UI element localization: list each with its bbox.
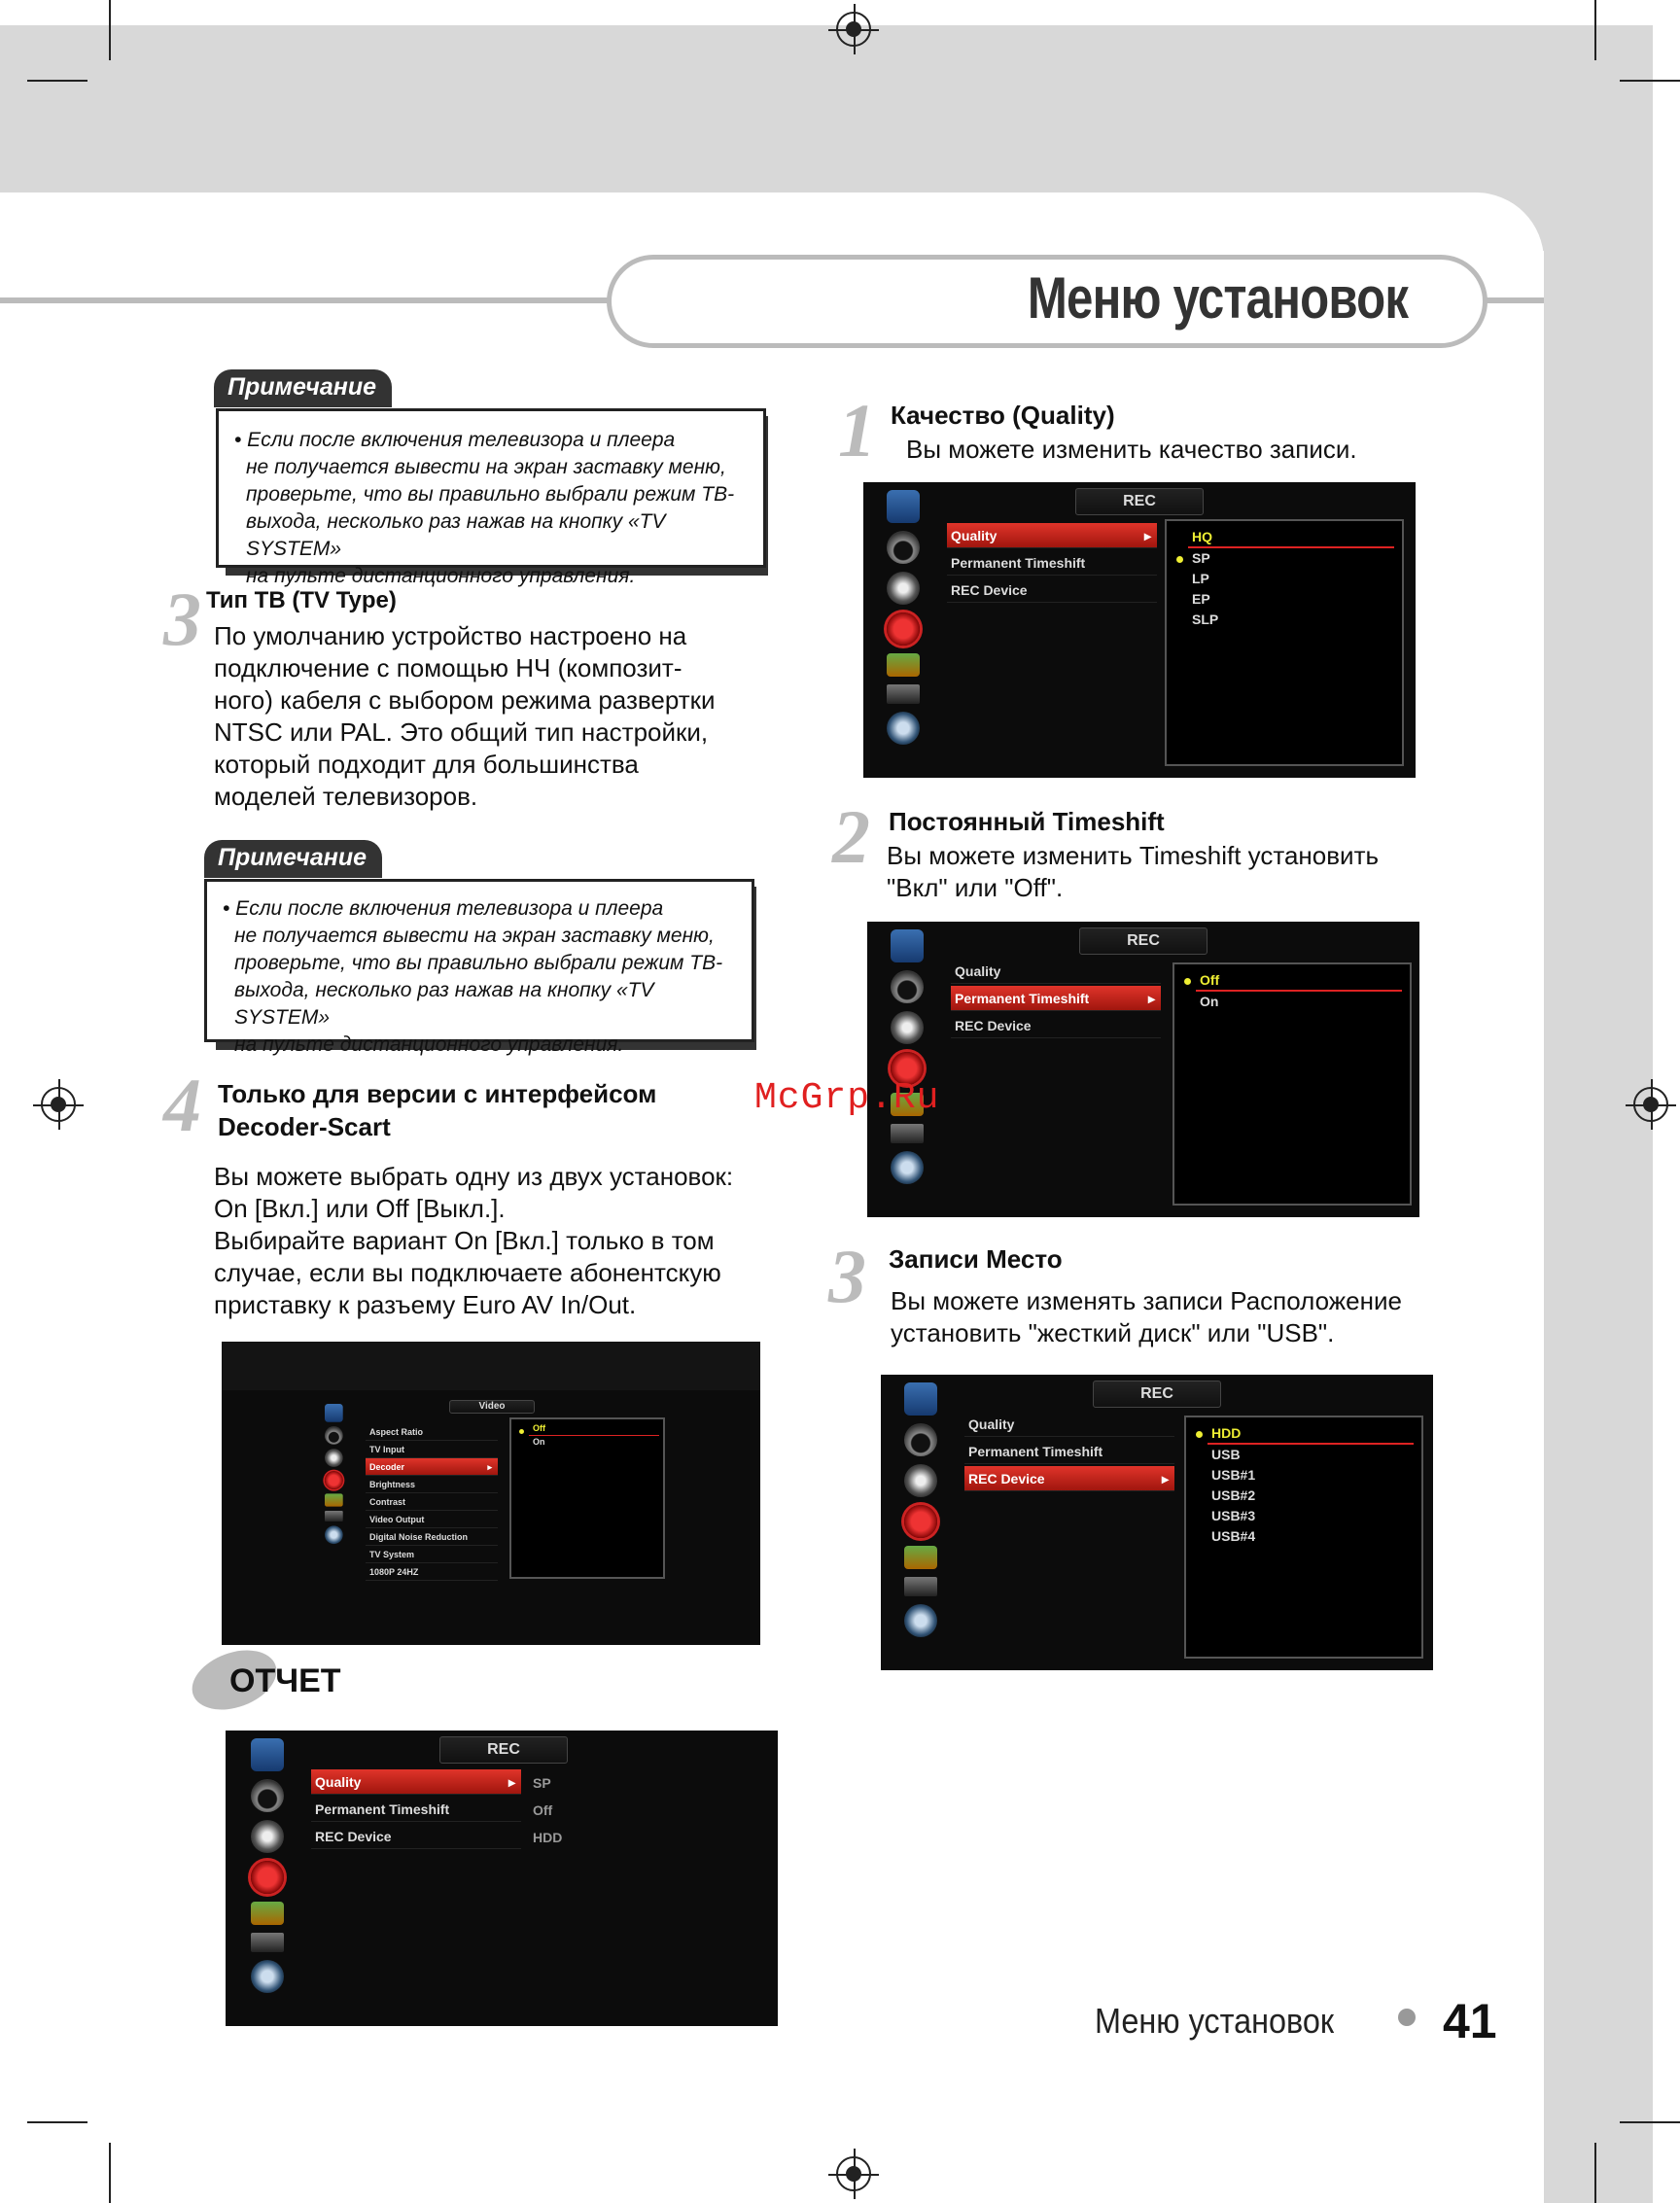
- crop-mark: [27, 2121, 88, 2123]
- options-panel: [1184, 1416, 1423, 1659]
- value-quality: SP: [533, 1775, 551, 1791]
- body-line: моделей телевизоров.: [214, 782, 478, 811]
- page-number: 41: [1443, 1994, 1497, 2048]
- map-icon: [251, 1902, 284, 1925]
- option-off[interactable]: Off: [533, 1423, 545, 1433]
- rec-device-menu-screenshot: [881, 1375, 1433, 1670]
- options-panel: [1172, 962, 1412, 1206]
- step-heading: Тип ТВ (TV Type): [206, 587, 397, 613]
- gear-icon: [891, 1151, 924, 1184]
- video-menu-screenshot: [222, 1342, 760, 1645]
- blank-screen-icon: [251, 1933, 284, 1952]
- crop-mark: [1594, 0, 1596, 60]
- menu-item-rec-device[interactable]: REC Device: [947, 577, 1157, 603]
- blank-screen-icon: [887, 684, 920, 704]
- note-line: проверьте, что вы правильно выбрали режим ТВ-: [234, 952, 723, 974]
- registration-mark: [836, 2156, 871, 2191]
- body-line: который подходит для большинства: [214, 750, 639, 779]
- tv-icon: [325, 1404, 343, 1422]
- film-reel-icon: [891, 1011, 924, 1044]
- note-line: выхода, несколько раз нажав на кнопку «TV SYSTEM»: [234, 979, 654, 1029]
- option-ep[interactable]: EP: [1192, 591, 1210, 607]
- body-line: случае, если вы подключаете абонентскую: [214, 1258, 721, 1287]
- menu-item-permanent-timeshift[interactable]: Permanent Timeshift ▸: [951, 986, 1161, 1011]
- map-icon: [887, 653, 920, 677]
- quality-menu-screenshot: [863, 482, 1416, 778]
- tv-icon: [251, 1738, 284, 1771]
- menu-item-tv-input[interactable]: TV Input: [366, 1441, 498, 1458]
- timeshift-menu-screenshot: [867, 922, 1419, 1217]
- record-icon: [904, 1505, 937, 1538]
- note-tab: Примечание: [204, 840, 382, 878]
- option-divider: [1196, 990, 1402, 992]
- step-body: [214, 620, 716, 813]
- menu-item-1080p[interactable]: 1080P 24HZ: [366, 1563, 498, 1581]
- option-hq[interactable]: HQ: [1192, 529, 1212, 544]
- body-line: "Вкл" или "Off".: [887, 873, 1064, 902]
- options-panel: [1165, 519, 1404, 766]
- step-body: [891, 1285, 1402, 1349]
- menu-item-dnr[interactable]: Digital Noise Reduction: [366, 1528, 498, 1546]
- step-heading: Качество (Quality): [891, 401, 1115, 430]
- film-reel-icon: [887, 572, 920, 605]
- option-divider: [1188, 546, 1394, 548]
- record-icon: [325, 1471, 343, 1489]
- film-reel-icon: [325, 1449, 343, 1467]
- gear-icon: [251, 1960, 284, 1993]
- menu-item-quality[interactable]: Quality ▸: [947, 523, 1157, 548]
- headphones-icon: [325, 1426, 343, 1445]
- menu-header: Video: [449, 1400, 535, 1414]
- blank-screen-icon: [325, 1511, 343, 1521]
- menu-item-tv-system[interactable]: TV System: [366, 1546, 498, 1563]
- note-box: [216, 408, 766, 587]
- header-band: [0, 25, 1653, 192]
- menu-item-permanent-timeshift[interactable]: Permanent Timeshift: [947, 550, 1157, 576]
- body-line: По умолчанию устройство настроено на: [214, 621, 687, 650]
- crop-mark: [27, 80, 88, 82]
- map-icon: [325, 1493, 343, 1506]
- menu-header: REC: [1075, 488, 1204, 515]
- headphones-icon: [891, 970, 924, 1003]
- option-usb[interactable]: USB: [1211, 1447, 1241, 1462]
- option-on[interactable]: On: [1200, 994, 1219, 1009]
- registration-mark: [41, 1087, 76, 1122]
- menu-item-rec-device[interactable]: REC Device: [951, 1013, 1161, 1038]
- blank-screen-icon: [891, 1124, 924, 1143]
- menu-item-brightness[interactable]: Brightness: [366, 1476, 498, 1493]
- headphones-icon: [251, 1779, 284, 1812]
- menu-item-permanent-timeshift[interactable]: Permanent Timeshift: [964, 1439, 1174, 1464]
- value-timeshift: Off: [533, 1802, 553, 1818]
- selected-bullet: [1184, 978, 1191, 985]
- option-off[interactable]: Off: [1200, 972, 1220, 988]
- record-icon: [251, 1861, 284, 1894]
- tv-icon: [887, 490, 920, 523]
- option-on[interactable]: On: [533, 1437, 545, 1447]
- note-tab: Примечание: [214, 369, 392, 407]
- menu-header: REC: [1093, 1381, 1221, 1408]
- tv-icon: [891, 929, 924, 962]
- crop-mark: [109, 0, 111, 60]
- watermark: McGrp.Ru: [754, 1077, 940, 1119]
- film-reel-icon: [251, 1820, 284, 1853]
- note-line: не получается вывести на экран заставку меню,: [234, 925, 715, 947]
- gear-icon: [325, 1525, 343, 1544]
- gear-icon: [887, 712, 920, 745]
- note-line: проверьте, что вы правильно выбрали режим ТВ-: [246, 483, 735, 506]
- menu-item-quality[interactable]: Quality ▸: [311, 1769, 521, 1795]
- screen-top-bar: [222, 1342, 760, 1390]
- option-usb2[interactable]: USB#2: [1211, 1487, 1256, 1503]
- menu-item-decoder[interactable]: Decoder ▸: [366, 1458, 498, 1476]
- note-line: на пульте дистанционного управления.: [246, 565, 636, 587]
- film-reel-icon: [904, 1464, 937, 1497]
- note-line: выхода, несколько раз нажав на кнопку «TV SYSTEM»: [246, 510, 666, 560]
- selected-bullet: [519, 1429, 524, 1434]
- option-slp[interactable]: SLP: [1192, 612, 1219, 627]
- crop-mark: [109, 2143, 111, 2203]
- step-heading: Постоянный Timeshift: [889, 807, 1165, 836]
- option-lp[interactable]: LP: [1192, 571, 1209, 586]
- menu-header: REC: [439, 1736, 568, 1764]
- menu-item-quality[interactable]: Quality: [951, 959, 1161, 984]
- body-line: Вы можете изменять записи Расположение: [891, 1286, 1402, 1315]
- body-line: ного) кабеля с выбором режима развертки: [214, 685, 716, 715]
- menu-item-permanent-timeshift[interactable]: Permanent Timeshift: [311, 1797, 521, 1822]
- body-line: установить "жесткий диск" или "USB".: [891, 1318, 1335, 1347]
- option-usb4[interactable]: USB#4: [1211, 1528, 1256, 1544]
- record-icon: [887, 612, 920, 646]
- step-number: 4: [163, 1063, 201, 1147]
- step-body: [887, 840, 1379, 904]
- headphones-icon: [904, 1423, 937, 1456]
- crop-mark: [1620, 80, 1680, 82]
- selected-bullet: [1176, 556, 1183, 563]
- option-hdd[interactable]: HDD: [1211, 1425, 1242, 1441]
- blank-screen-icon: [904, 1577, 937, 1596]
- step-body: Вы можете изменить качество записи.: [906, 435, 1357, 464]
- body-line: NTSC или PAL. Это общий тип настройки,: [214, 717, 709, 747]
- step-body: [214, 1161, 733, 1321]
- body-line: подключение с помощью НЧ (композит-: [214, 653, 682, 682]
- step-number: 1: [838, 388, 876, 472]
- selected-bullet: [1196, 1431, 1203, 1438]
- registration-mark: [836, 12, 871, 47]
- footer-section-label: Меню установок: [1095, 2001, 1335, 2041]
- option-divider: [1208, 1443, 1414, 1445]
- menu-header: REC: [1079, 927, 1208, 955]
- body-line: Выбирайте вариант On [Вкл.] только в том: [214, 1226, 715, 1255]
- option-usb1[interactable]: USB#1: [1211, 1467, 1256, 1483]
- page-title: Меню установок: [1027, 265, 1408, 331]
- step-number: 2: [832, 794, 870, 879]
- headphones-icon: [887, 531, 920, 564]
- menu-item-contrast[interactable]: Contrast: [366, 1493, 498, 1511]
- value-rec-device: HDD: [533, 1830, 563, 1845]
- crop-mark: [1594, 2143, 1596, 2203]
- note-box: [204, 879, 754, 1056]
- step-heading: Только для версии с интерфейсом: [218, 1079, 657, 1108]
- option-usb3[interactable]: USB#3: [1211, 1508, 1256, 1523]
- gear-icon: [904, 1604, 937, 1637]
- body-line: приставку к разъему Euro AV In/Out.: [214, 1290, 637, 1319]
- menu-item-aspect-ratio[interactable]: Aspect Ratio: [366, 1423, 498, 1441]
- note-line: • Если после включения телевизора и плеера: [234, 429, 676, 451]
- note-line: на пульте дистанционного управления.: [234, 1033, 624, 1056]
- menu-item-quality[interactable]: Quality: [964, 1412, 1174, 1437]
- step-heading: Записи Место: [889, 1244, 1063, 1274]
- step-heading: Decoder-Scart: [218, 1112, 391, 1141]
- map-icon: [904, 1546, 937, 1569]
- body-line: On [Вкл.] или Off [Выкл.].: [214, 1194, 506, 1223]
- menu-item-video-output[interactable]: Video Output: [366, 1511, 498, 1528]
- note-line: • Если после включения телевизора и плеера: [223, 897, 664, 920]
- report-title: ОТЧЕТ: [229, 1662, 341, 1699]
- menu-item-rec-device[interactable]: REC Device ▸: [964, 1466, 1174, 1491]
- tv-icon: [904, 1382, 937, 1416]
- crop-mark: [1620, 2121, 1680, 2123]
- body-line: Вы можете изменить Timeshift установить: [887, 841, 1380, 870]
- registration-mark: [1633, 1087, 1668, 1122]
- menu-item-rec-device[interactable]: REC Device: [311, 1824, 521, 1849]
- option-sp[interactable]: SP: [1192, 550, 1210, 566]
- option-divider: [529, 1435, 659, 1436]
- body-line: Вы можете выбрать одну из двух установок:: [214, 1162, 734, 1191]
- step-number: 3: [828, 1234, 866, 1318]
- options-panel: [509, 1417, 665, 1579]
- footer-dot: [1398, 2009, 1416, 2026]
- note-line: не получается вывести на экран заставку меню,: [246, 456, 726, 478]
- rec-summary-screenshot: [226, 1731, 778, 2026]
- step-number: 3: [163, 577, 201, 661]
